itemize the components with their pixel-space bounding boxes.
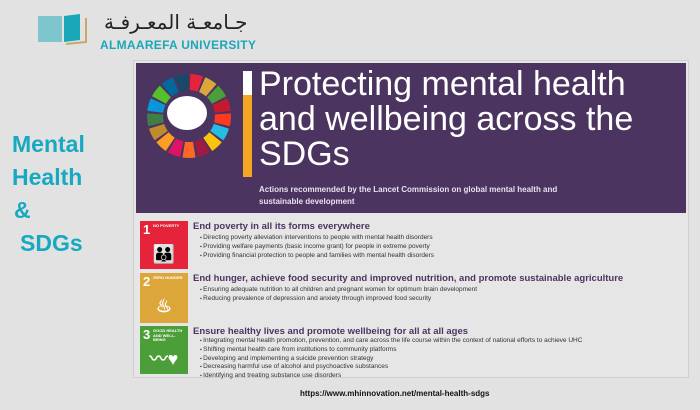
- brain-shape: [167, 96, 207, 130]
- infographic-header: [136, 63, 686, 213]
- logo-arabic: جـامعـة المعـرفـة: [104, 10, 248, 34]
- bowl-icon: ♨: [155, 296, 173, 316]
- side-title: [12, 128, 85, 260]
- side-line: Mental: [12, 131, 85, 157]
- sdg1-badge: [140, 221, 188, 269]
- sdg2-badge: [140, 273, 188, 323]
- wheel-segment: [183, 142, 196, 158]
- action-item: ▪ Directing poverty alleviation interventions to people with mental health disorders: [200, 234, 680, 243]
- goal-actions: [200, 286, 680, 304]
- action-item: ▪ Decreasing harmful use of alcohol and psychoactive substances: [200, 363, 680, 372]
- wheel-segment: [147, 113, 164, 126]
- action-item: ▪ Identifying and treating substance use disorders: [200, 372, 680, 381]
- family-icon: 👪: [152, 244, 176, 264]
- action-item: ▪ Ensuring adequate nutrition to all children and pregnant women for optimum brain development: [200, 286, 680, 295]
- infographic: [133, 60, 689, 378]
- goal-title: Ensure healthy lives and promote wellbeing for all at all ages: [193, 326, 469, 337]
- infographic-subtitle: Actions recommended by the Lancet Commission on global mental health and sustainable development: [259, 185, 558, 206]
- accent-bar: [243, 71, 252, 177]
- source-url: https://www.mhinnovation.net/mental-health-sdgs: [300, 389, 490, 398]
- book-logo-icon: [36, 12, 96, 48]
- action-item: ▪ Reducing prevalence of depression and anxiety through improved food security: [200, 295, 680, 304]
- heartbeat-icon: 〰♥: [149, 349, 179, 369]
- side-line: &: [14, 197, 31, 223]
- side-line: SDGs: [20, 230, 83, 256]
- wheel-segment: [214, 113, 231, 126]
- logo-english: ALMAAREFA UNIVERSITY: [100, 38, 257, 52]
- infographic-title: Protecting mental health and wellbeing across the SDGs: [259, 67, 634, 173]
- goal-title: End hunger, achieve food security and improved nutrition, and promote sustainable agriculture: [193, 273, 624, 284]
- goal-label: ZERO HUNGER: [153, 275, 183, 280]
- goal-label: NO POVERTY: [153, 223, 180, 228]
- side-line: Health: [12, 164, 83, 190]
- goal-number: 1: [143, 222, 151, 237]
- goal-actions: [200, 234, 680, 260]
- action-item: ▪ Developing and implementing a suicide prevention strategy: [200, 355, 680, 364]
- goal-label: GOOD HEALTH AND WELL-BEING: [153, 328, 183, 342]
- goal-number: 2: [143, 274, 151, 289]
- goal-actions: [200, 337, 680, 381]
- action-item: ▪ Shifting mental health care from institutions to community platforms: [200, 346, 680, 355]
- action-item: ▪ Providing welfare payments (basic income grant) for people in extreme poverty: [200, 243, 680, 252]
- university-logo: [36, 10, 257, 52]
- sdg3-badge: [140, 326, 188, 374]
- action-item: ▪ Integrating mental health promotion, prevention, and care across the life course within the context of national efforts to achieve UHC: [200, 337, 680, 346]
- goal-number: 3: [143, 327, 151, 342]
- sdg-wheel-brain-icon: [146, 73, 232, 159]
- goal-title: End poverty in all its forms everywhere: [193, 221, 370, 232]
- action-item: ▪ Providing financial protection to people and families with mental health disorders: [200, 252, 680, 261]
